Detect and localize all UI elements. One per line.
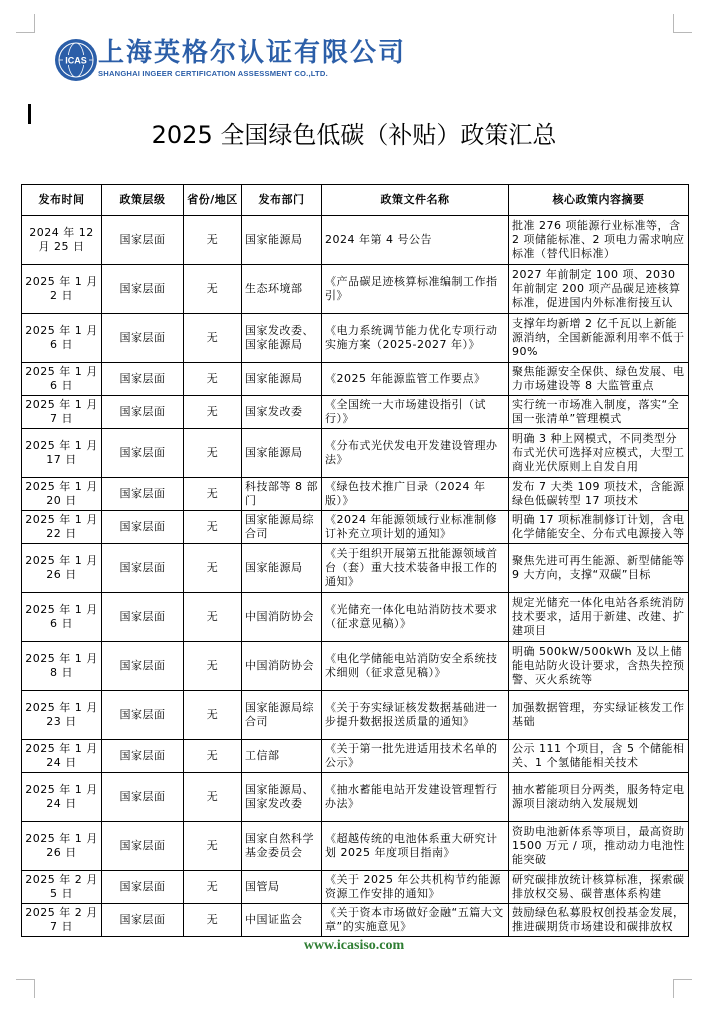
cell-summary: 明确 17 项标准制修订计划，含电化学储能安全、分布式电源接入等 [509, 511, 689, 544]
cell-department: 国家能源局 [242, 544, 322, 593]
cell-region: 无 [184, 265, 242, 314]
cell-summary: 发布 7 大类 109 项技术，含能源绿色低碳转型 17 项技术 [509, 478, 689, 511]
cell-region: 无 [184, 216, 242, 265]
cell-date: 2025 年 2 月 7 日 [22, 904, 102, 937]
cell-summary: 批准 276 项能源行业标准等，含 2 项储能标准、2 项电力需求响应标准（替代旧标准） [509, 216, 689, 265]
cell-summary: 加强数据管理，夯实绿证核发工作基础 [509, 691, 689, 740]
crop-mark-bottom-right [673, 979, 692, 998]
cell-document-name: 《2025 年能源监管工作要点》 [322, 363, 509, 396]
cell-level: 国家层面 [102, 314, 184, 363]
cell-date: 2025 年 1 月 6 日 [22, 314, 102, 363]
cell-region: 无 [184, 511, 242, 544]
cell-region: 无 [184, 396, 242, 429]
company-brand [98, 38, 406, 78]
table-row [22, 429, 689, 478]
cell-department: 国家能源局综合司 [242, 511, 322, 544]
cell-date: 2025 年 1 月 6 日 [22, 363, 102, 396]
cell-document-name: 《电力系统调节能力优化专项行动实施方案（2025-2027 年）》 [322, 314, 509, 363]
cell-date: 2025 年 1 月 2 日 [22, 265, 102, 314]
cell-department: 国家能源局 [242, 429, 322, 478]
cell-department: 国家能源局综合司 [242, 691, 322, 740]
cell-summary: 明确 3 种上网模式，不同类型分布式光伏可选择对应模式，大型工商业光伏原则上自发自用 [509, 429, 689, 478]
cell-document-name: 《关于 2025 年公共机构节约能源资源工作安排的通知》 [322, 871, 509, 904]
cell-summary: 资助电池新体系等项目，最高资助 1500 万元 / 项，推动动力电池性能突破 [509, 822, 689, 871]
cell-date: 2025 年 1 月 17 日 [22, 429, 102, 478]
cell-department: 国家能源局、国家发改委 [242, 773, 322, 822]
cell-document-name: 《2024 年能源领域行业标准制修订补充立项计划的通知》 [322, 511, 509, 544]
table-row [22, 396, 689, 429]
header-department: 发布部门 [242, 185, 322, 216]
header-summary: 核心政策内容摘要 [509, 185, 689, 216]
cell-summary: 聚焦先进可再生能源、新型储能等 9 大方向，支撑“双碳”目标 [509, 544, 689, 593]
cell-department: 中国证监会 [242, 904, 322, 937]
table-row [22, 593, 689, 642]
cell-department: 国管局 [242, 871, 322, 904]
cell-date: 2024 年 12 月 25 日 [22, 216, 102, 265]
page-title: 2025 全国绿色低碳（补贴）政策汇总 [151, 121, 557, 149]
cell-region: 无 [184, 642, 242, 691]
cell-level: 国家层面 [102, 429, 184, 478]
cell-department: 工信部 [242, 740, 322, 773]
cell-region: 无 [184, 314, 242, 363]
cell-department: 中国消防协会 [242, 642, 322, 691]
cell-department: 科技部等 8 部门 [242, 478, 322, 511]
cell-summary: 鼓励绿色私募股权创投基金发展，推进碳期货市场建设和碳排放权 [509, 904, 689, 937]
cell-document-name: 《抽水蓄能电站开发建设管理暂行办法》 [322, 773, 509, 822]
cell-summary: 聚焦能源安全保供、绿色发展、电力市场建设等 8 大监管重点 [509, 363, 689, 396]
header-document-name: 政策文件名称 [322, 185, 509, 216]
cell-document-name: 《超越传统的电池体系重大研究计划 2025 年度项目指南》 [322, 822, 509, 871]
cell-summary: 公示 111 个项目，含 5 个储能相关、1 个氢储能相关技术 [509, 740, 689, 773]
table-row [22, 216, 689, 265]
table-row [22, 544, 689, 593]
cell-document-name: 《产品碳足迹核算标准编制工作指引》 [322, 265, 509, 314]
cell-level: 国家层面 [102, 396, 184, 429]
table-row [22, 871, 689, 904]
cell-level: 国家层面 [102, 478, 184, 511]
cell-level: 国家层面 [102, 216, 184, 265]
table-row [22, 740, 689, 773]
cell-document-name: 《分布式光伏发电开发建设管理办法》 [322, 429, 509, 478]
table-row [22, 363, 689, 396]
cell-date: 2025 年 1 月 23 日 [22, 691, 102, 740]
cell-document-name: 《关于第一批先进适用技术名单的公示》 [322, 740, 509, 773]
table-row [22, 642, 689, 691]
cell-region: 无 [184, 773, 242, 822]
cell-department: 国家能源局 [242, 363, 322, 396]
cell-region: 无 [184, 740, 242, 773]
header-date: 发布时间 [22, 185, 102, 216]
cell-document-name: 《关于资本市场做好金融“五篇大文章”的实施意见》 [322, 904, 509, 937]
cell-document-name: 《全国统一大市场建设指引（试行）》 [322, 396, 509, 429]
cell-level: 国家层面 [102, 904, 184, 937]
cell-date: 2025 年 1 月 6 日 [22, 593, 102, 642]
cell-region: 无 [184, 691, 242, 740]
cell-department: 国家能源局 [242, 216, 322, 265]
cell-level: 国家层面 [102, 773, 184, 822]
cell-date: 2025 年 2 月 5 日 [22, 871, 102, 904]
cell-date: 2025 年 1 月 24 日 [22, 773, 102, 822]
cell-document-name: 《绿色技术推广目录（2024 年版）》 [322, 478, 509, 511]
cell-summary: 支撑年均新增 2 亿千瓦以上新能源消纳，全国新能源利用率不低于 90% [509, 314, 689, 363]
cell-document-name: 《关于夯实绿证核发数据基础进一步提升数据报送质量的通知》 [322, 691, 509, 740]
cell-region: 无 [184, 478, 242, 511]
cell-level: 国家层面 [102, 642, 184, 691]
crop-mark-bottom-left [16, 979, 35, 998]
cell-region: 无 [184, 429, 242, 478]
header-level: 政策层级 [102, 185, 184, 216]
footer-website: www.icasiso.com [303, 938, 405, 953]
cell-summary: 规定光储充一体化电站各系统消防技术要求，适用于新建、改建、扩建项目 [509, 593, 689, 642]
cell-summary: 研究碳排放统计核算标准，探索碳排放权交易、碳普惠体系构建 [509, 871, 689, 904]
cell-date: 2025 年 1 月 22 日 [22, 511, 102, 544]
cell-level: 国家层面 [102, 511, 184, 544]
cell-date: 2025 年 1 月 26 日 [22, 544, 102, 593]
cell-region: 无 [184, 363, 242, 396]
cell-document-name: 《关于组织开展第五批能源领域首台（套）重大技术装备申报工作的通知》 [322, 544, 509, 593]
cell-department: 国家自然科学基金委员会 [242, 822, 322, 871]
company-logo-icon [54, 38, 98, 82]
cell-region: 无 [184, 822, 242, 871]
cell-department: 国家发改委、国家能源局 [242, 314, 322, 363]
crop-mark-top-right [673, 14, 692, 33]
company-name-cn: 上海英格尔认证有限公司 [98, 38, 407, 68]
header-region: 省份/地区 [184, 185, 242, 216]
policy-table-body [22, 216, 689, 937]
cell-region: 无 [184, 544, 242, 593]
table-row [22, 773, 689, 822]
cell-document-name: 《光储充一体化电站消防技术要求（征求意见稿）》 [322, 593, 509, 642]
cell-level: 国家层面 [102, 740, 184, 773]
cell-date: 2025 年 1 月 7 日 [22, 396, 102, 429]
cell-department: 生态环境部 [242, 265, 322, 314]
cell-date: 2025 年 1 月 26 日 [22, 822, 102, 871]
cell-level: 国家层面 [102, 363, 184, 396]
cell-department: 国家发改委 [242, 396, 322, 429]
cell-region: 无 [184, 904, 242, 937]
table-row [22, 904, 689, 937]
cell-summary: 抽水蓄能项目分两类，服务特定电源项目滚动纳入发展规划 [509, 773, 689, 822]
cell-department: 中国消防协会 [242, 593, 322, 642]
table-row [22, 265, 689, 314]
cell-region: 无 [184, 593, 242, 642]
cell-document-name: 《电化学储能电站消防安全系统技术细则（征求意见稿）》 [322, 642, 509, 691]
cell-date: 2025 年 1 月 8 日 [22, 642, 102, 691]
table-row [22, 511, 689, 544]
table-row [22, 822, 689, 871]
cell-level: 国家层面 [102, 265, 184, 314]
cell-document-name: 2024 年第 4 号公告 [322, 216, 509, 265]
cell-level: 国家层面 [102, 544, 184, 593]
cell-level: 国家层面 [102, 691, 184, 740]
cell-level: 国家层面 [102, 871, 184, 904]
cell-summary: 2027 年前制定 100 项、2030 年前制定 200 项产品碳足迹核算标准，促进国内外标准衔接互认 [509, 265, 689, 314]
crop-mark-top-left [16, 14, 35, 33]
cell-summary: 明确 500kW/500kWh 及以上储能电站防火设计要求，含热失控预警、灭火系统等 [509, 642, 689, 691]
table-row [22, 691, 689, 740]
table-row [22, 314, 689, 363]
table-header-row [22, 185, 689, 216]
cell-level: 国家层面 [102, 822, 184, 871]
logo-text: ICAS [65, 55, 87, 66]
cell-date: 2025 年 1 月 20 日 [22, 478, 102, 511]
cell-region: 无 [184, 871, 242, 904]
cell-date: 2025 年 1 月 24 日 [22, 740, 102, 773]
company-name-en: SHANGHAI INGEER CERTIFICATION ASSESSMENT CO.,LTD. [98, 69, 328, 78]
table-row [22, 478, 689, 511]
policy-table [21, 184, 689, 937]
cell-level: 国家层面 [102, 593, 184, 642]
cell-summary: 实行统一市场准入制度，落实“全国一张清单”管理模式 [509, 396, 689, 429]
